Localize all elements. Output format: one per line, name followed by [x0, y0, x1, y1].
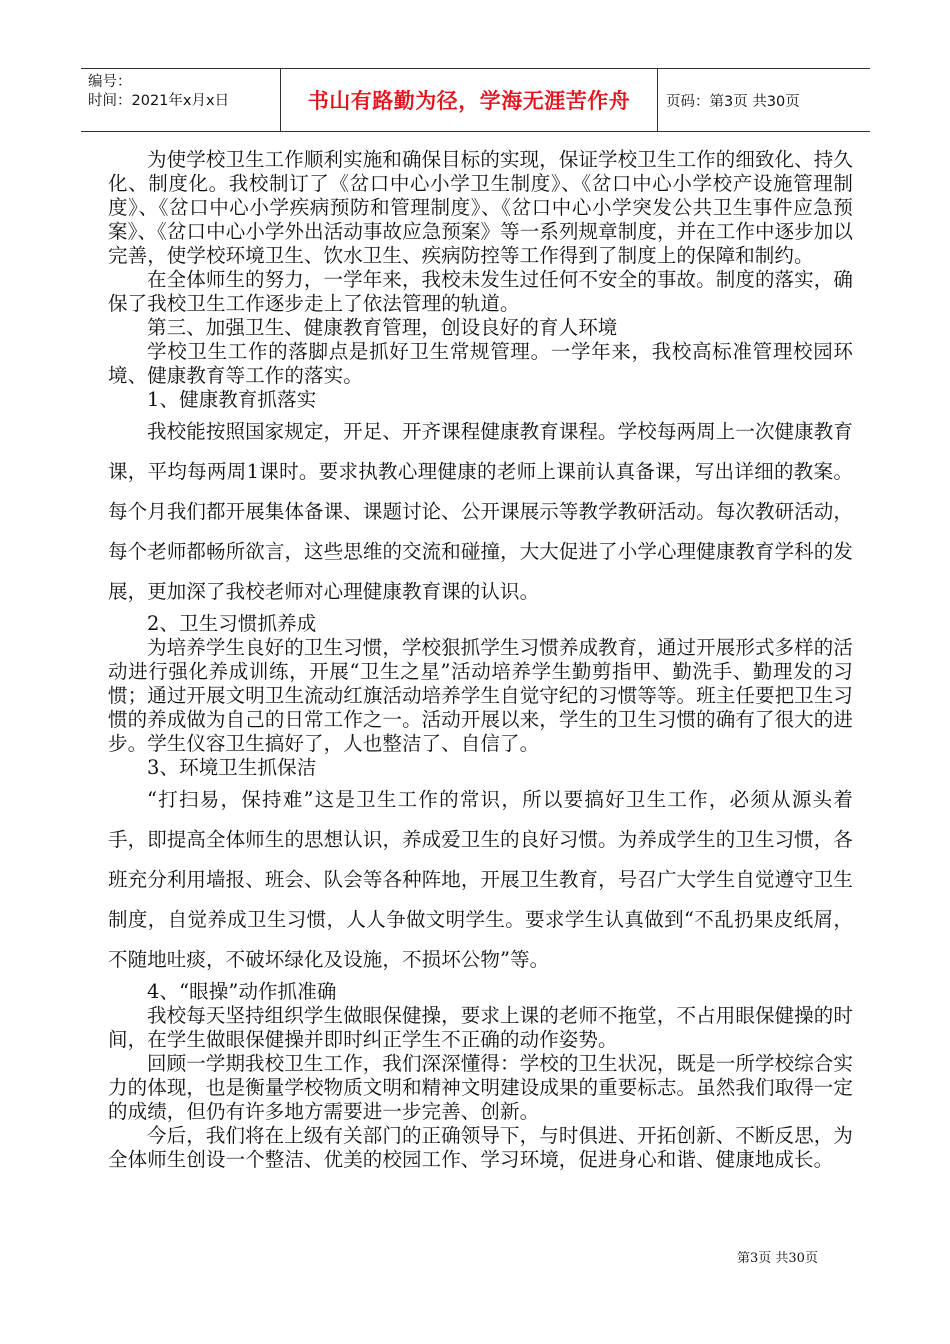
header-meta — [81, 69, 281, 131]
number-label: 编号： — [88, 74, 132, 90]
subsection-heading: 1、健康教育抓落实 — [147, 388, 317, 411]
paragraph: 我校每天坚持组织学生做眼保健操，要求上课的老师不拖堂，不占用眼保健操的时间，在学生做眼保健操并即时纠正学生不正确的动作姿势。 — [108, 1004, 853, 1051]
paragraph: 为使学校卫生工作顺利实施和确保目标的实现，保证学校卫生工作的细致化、持久化、制度化。我校制订了《岔口中心小学卫生制度》、《岔口中心小学校产设施管理制度》、《岔口中心小学疾病预防和管理制度》、《岔口中心小学突发公共卫生事件应急预案》、《岔口中心小学外出活动事故应急预案》等一系列规章制度，并在工作中逐步加以完善，使学校环境卫生、饮水卫生、疾病防控等工作得到了制度上的保障和制约。 — [108, 148, 853, 267]
subsection-heading: 2、卫生习惯抓养成 — [147, 612, 317, 635]
document-body — [108, 148, 853, 1172]
header-motto: 书山有路勤为径，学海无涯苦作舟 — [281, 69, 658, 131]
paragraph: 在全体师生的努力，一学年来，我校未发生过任何不安全的事故。制度的落实，确保了我校卫生工作逐步走上了依法管理的轨道。 — [108, 268, 853, 315]
date-text: 时间：2021年x月x日 — [88, 93, 230, 109]
page-header — [81, 68, 870, 132]
paragraph: 今后，我们将在上级有关部门的正确领导下，与时俱进、开拓创新、不断反思，为全体师生创设一个整洁、优美的校园工作、学习环境，促进身心和谐、健康地成长。 — [108, 1124, 853, 1171]
paragraph: “打扫易，保持难”这是卫生工作的常识，所以要搞好卫生工作，必须从源头着手，即提高全体师生的思想认识，养成爱卫生的良好习惯。为养成学生的卫生习惯，各班充分利用墙报、班会、队会等各种阵地，开展卫生教育，号召广大学生自觉遵守卫生制度，自觉养成卫生习惯，人人争做文明学生。要求学生认真做到“不乱扔果皮纸屑，不随地吐痰，不破坏绿化及设施，不损坏公物”等。 — [108, 788, 853, 971]
subsection-heading: 3、环境卫生抓保洁 — [147, 756, 317, 779]
header-page-info: 页码：第3页 共30页 — [666, 93, 800, 110]
paragraph: 为培养学生良好的卫生习惯，学校狠抓学生习惯养成教育，通过开展形式多样的活动进行强化养成训练，开展“卫生之星”活动培养学生勤剪指甲、勤洗手、勤理发的习惯；通过开展文明卫生流动红旗活动培养学生自觉守纪的习惯等等。班主任要把卫生习惯的养成做为自己的日常工作之一。活动开展以来，学生的卫生习惯的确有了很大的进步。学生仪容卫生搞好了，人也整洁了、自信了。 — [108, 636, 853, 755]
page-footer: 第3页 共30页 — [737, 1251, 818, 1266]
subsection-heading: 4、“眼操”动作抓准确 — [147, 980, 337, 1003]
paragraph: 我校能按照国家规定，开足、开齐课程健康教育课程。学校每两周上一次健康教育课，平均每两周1课时。要求执教心理健康的老师上课前认真备课，写出详细的教案。每个月我们都开展集体备课、课题讨论、公开课展示等教学教研活动。每次教研活动，每个老师都畅所欲言，这些思维的交流和碰撞，大大促进了小学心理健康教育学科的发展，更加深了我校老师对心理健康教育课的认识。 — [108, 420, 853, 603]
paragraph: 学校卫生工作的落脚点是抓好卫生常规管理。一学年来，我校高标准管理校园环境、健康教育等工作的落实。 — [108, 340, 853, 387]
paragraph: 回顾一学期我校卫生工作，我们深深懂得：学校的卫生状况，既是一所学校综合实力的体现，也是衡量学校物质文明和精神文明建设成果的重要标志。虽然我们取得一定的成绩，但仍有许多地方需要进一步完善、创新。 — [108, 1052, 853, 1123]
section-heading: 第三、加强卫生、健康教育管理，创设良好的育人环境 — [147, 316, 618, 339]
